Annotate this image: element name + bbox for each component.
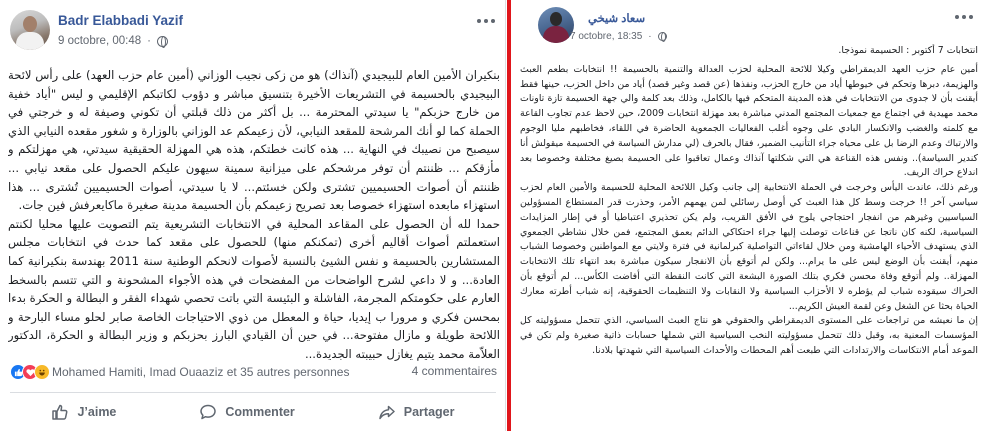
like-icon <box>51 403 69 421</box>
post-headline: انتخابات 7 أكتوبر : الحسيمة نموذجا. <box>838 45 978 56</box>
post-paragraph: ورغم ذلك، عاندت اليأس وخرجت في الحملة الانتخابية إلى جانب وكيل اللائحة المحلية للحسيمة والأمين العام لحزب سياسي آخر !! خرجت وسط كل هذا العبث كي أوصل رسائلي لمن يهمهم الأمر، وحذرت قدر المستطاع المسؤولين السياسيين وغيرهم من انفجار احتجاجي يلوح في الأفق القريب، ولم يكن تحذيري اعتباطيا أو في إطار المزايدات السياسية، لكنه كان ناتجا عن قناعات توصلت إليها جراء احتكاكي الدائم بعمق المجتمع، فمن خلال نشاطي الجمعوي الذي يستهدف الأحياء الهامشية ومن خلال لقاءاتي التواصلية كبرلمانية في فترة ولايتي مع المواطنين وخصوصا الشباب منهم، أيقنت بأن الوضع ليس على ما يرام... ولكن لم أتوقع بأن الانفجار سيكون مباشرة بعد انتهاء تلك الانتخابات المهزلة.. ولم أتوقع وفاة محسن فكري بتلك الصورة البشعة التي كانت النقطة التي أفاضت الكأس... لم أتوقع بأن الحراك سيقوده شباب لم يؤطره لا الأحزاب السياسية ولا النقابات ولا التنظيمات الحقوقية، إنه شباب أطرته معارك الحياة بحثا عن الشغل وعن لقمة العيش الكريم... <box>520 182 978 312</box>
more-options-icon[interactable] <box>475 16 497 26</box>
share-icon <box>378 403 396 421</box>
comment-button[interactable] <box>185 397 308 427</box>
like-label: J’aime <box>77 404 117 419</box>
reactions-names[interactable]: Mohamed Hamiti, Imad Ouaaziz et 35 autres personnes <box>52 365 350 379</box>
author-name[interactable]: سعاد شيخي <box>588 13 646 25</box>
comment-icon <box>199 403 217 421</box>
more-options-icon[interactable] <box>953 12 975 22</box>
post-paragraph: أمين عام حزب العهد الديمقراطي وكيلا للائحة المحلية لحزب العدالة والتنمية بالحسيمة !! انتخابات بطعم العبث والهزيمة، دبرها وتحكم في خيوطها أياد من خارج الحزب، ونفذها (عن قصد وغير قصد) أياد من داخل الحزب، حينها فقط أيقنت بأن لا جدوى من الانتخابات في هذه المدينة المتحكم فيها بالكامل، وذلك بعد كلمة والي جهة الحسيمة تازة تاونات محمد مهيدية في اجتماع مع جمعيات المجتمع المدني مباشرة بعد مهزلة انتخابات 2009، حين لاحظ عدم تجاوب القاعة مع كلمته والغضب والانكسار البادي على وجوه أغلب الفعاليات الجمعوية الحاضرة في اللقاء، فخاطبهم مليا الوجوم والارتباك وعدم الرضا بل على محياه جراء التأنيب الضمير، فقال بالحرف (لي مدارش السياسة في الحسيمة ميقولش أنا كندير السياسة).. ونفس هذه القناعة هي التي شكلتها آنذاك وعمال تعاقبوا على الحسيمة بصيغ مختلفة وخصوصا بعد اندلاع حراك الريف. <box>520 63 978 179</box>
like-button[interactable] <box>37 397 130 427</box>
post-paragraph: إن ما نعيشه من تراجعات على المستوى الديمقراطي والحقوقي هو نتاج العبث السياسي، الذي تتحمل مسؤوليته كل المؤسسات المعنية به، وقبل ذلك تتحمل مسؤوليته النخب السياسية التي شملها حسابات ذاتية صغيرة ولم تكن في الموعد أمام الانتكاسات والارتدادات التي طبعت أهم المحطات والأحداث السياسية التي شهدتها بلادنا. <box>520 315 978 356</box>
share-label: Partager <box>403 404 455 419</box>
author-name[interactable]: Badr Elabbadi Yazif <box>58 13 184 28</box>
post-meta: 9 octobre, 00:48 · <box>58 35 168 47</box>
red-divider <box>507 0 511 431</box>
post-date[interactable]: 7 octobre, 18:35 <box>570 31 643 42</box>
comment-label: Commenter <box>225 404 295 419</box>
post-text <box>8 66 500 364</box>
avatar[interactable] <box>10 10 50 50</box>
post-text <box>520 44 978 428</box>
post-paragraph: بنكيران الأمين العام للبيجيدي (آنذاك) هو من زكى نجيب الوزاني (أمين عام حزب العهد) على رأس لائحة البيجيدي بالحسيمة في التشريعات الأخيرة بتنسيق مباشر و دؤوب لكاتبكم الإقليمي و ليس "أياد خفية من خارج حزبكم" يا سيدتي المحترمة ... بل أكثر من ذلك قبلتي أن تكوني وصيفة له و خرجتي في الحملة كما لو أنك المرشحة للمقعد النيابي، لأن زعيمكم عد الوزاني بالوزارة و شغور مقعده النيابي الذي سيصبح من نصيبك في النهاية ... هذه كانت خطتكم، هذه هي المهزلة الحقيقية سيدتي، هي مهزلتكم و مأزقكم ... ظننتم أن توفر مرشحكم على ميزانية سمينة سيهون عليكم الحصول على مقعد نيابي ... ظننتم أن أصوات الحسيميين تشترى ولكن خسئتم... لا يا سيدتي، أصوات الحسيميين تُشترى ... هذا استهزاء مابعده استهزاء خصوصا بعد تصريح زعيمكم بأن الحسيمة مدينة صغيرة ماكايعرفش فين جات. <box>8 68 500 213</box>
haha-reaction-icon <box>34 364 50 380</box>
post-paragraph: حمدا لله أن الحصول على المقاعد المحلية في الانتخابات التشريعية يتم التصويت عليها محليا لكنتم استعملتم أصوات أقاليم أخرى (تمكنكم منها) للحصول على مقعد كما حدث في انتخابات مجلس المستشارين بالحسيمة و نفس الشيئ بالنسبة لأصوات لانحكم الوطنية سنة 2011 بهندسة بنكيرانية كما العادة... و لا داعي لشرح الواضحات من المفضحات في هذه الأجواء المشحونة و التي تتسم بالسخط العارم على حكومتكم المجرمة، الفاشلة و البئيسة التي باتت تحصي شهداء الفقر و البطالة و الحكرة بدءا بمحسن فكري و مرورا ب إيديا، حياة و المعطل من ذوي الاحتياجات الخاصة صابر لحلو مساء البارحة و اللائحة طويلة و مازال مفتوحة... في حين أن القيادي البارز بحزبكم و وزير البطالة و الحكرة، الدكتور العلاّمة محمد يتيم يغازل حبيبته الجديدة... <box>8 216 500 361</box>
reactions-summary[interactable] <box>10 364 349 380</box>
comments-count[interactable]: 4 commentaires <box>411 364 497 378</box>
avatar[interactable] <box>538 7 574 43</box>
action-bar <box>10 392 496 430</box>
share-button[interactable] <box>364 397 469 427</box>
globe-icon <box>157 36 168 47</box>
post-date[interactable]: 9 octobre, 00:48 <box>58 35 142 47</box>
post-header <box>0 0 505 60</box>
globe-icon <box>658 32 667 41</box>
post-meta: 7 octobre, 18:35 · <box>570 31 667 42</box>
right-post <box>512 0 985 431</box>
